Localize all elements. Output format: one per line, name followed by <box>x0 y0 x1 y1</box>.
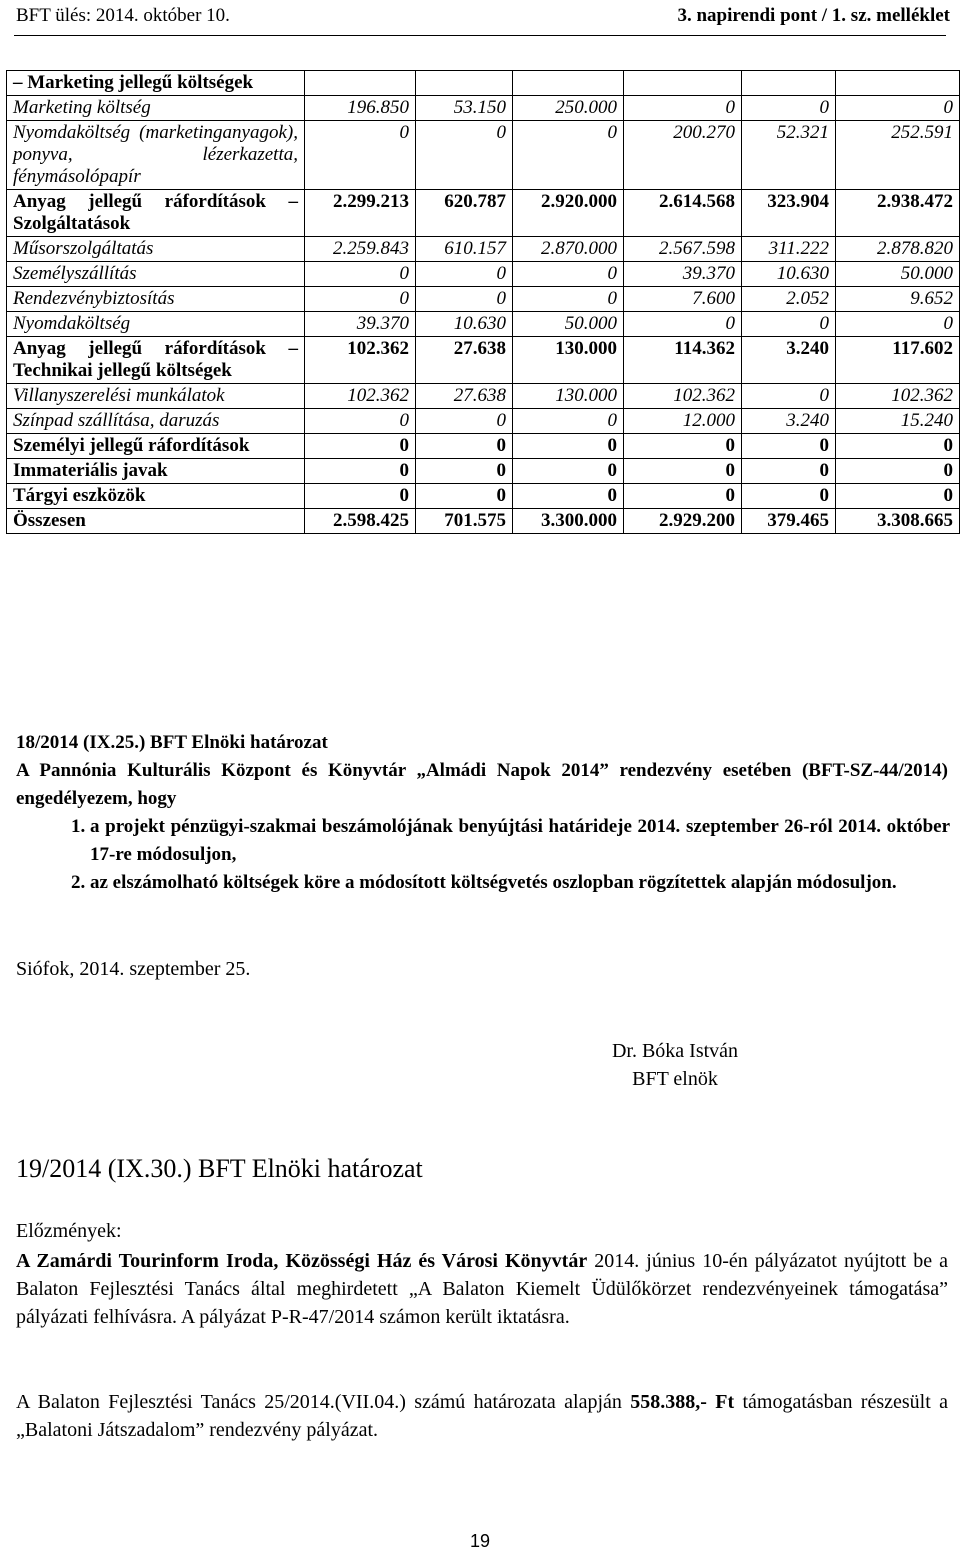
resolution2-paragraph2 <box>16 1388 948 1444</box>
header-left: BFT ülés: 2014. október 10. <box>16 5 230 26</box>
row-value: 52.321 <box>742 121 836 190</box>
row-value: 2.920.000 <box>513 190 624 237</box>
row-value: 2.870.000 <box>513 237 624 262</box>
row-value: 252.591 <box>836 121 960 190</box>
row-value <box>836 71 960 96</box>
row-value: 0 <box>416 459 513 484</box>
resolution1-title: 18/2014 (IX.25.) BFT Elnöki határozat <box>16 732 328 753</box>
signer-title: BFT elnök <box>632 1068 718 1090</box>
row-value: 0 <box>836 312 960 337</box>
row-value: 117.602 <box>836 337 960 384</box>
place-date: Siófok, 2014. szeptember 25. <box>16 958 251 980</box>
budget-table <box>6 70 960 534</box>
row-value: 0 <box>416 409 513 434</box>
paragraph2-start: A Balaton Fejlesztési Tanács 25/2014.(VII.04.) számú határozata alapján <box>16 1391 631 1413</box>
row-value: 39.370 <box>305 312 416 337</box>
row-value: 0 <box>305 409 416 434</box>
row-value: 0 <box>513 287 624 312</box>
page-number: 19 <box>469 1531 491 1551</box>
table-row <box>7 384 960 409</box>
row-value: 2.614.568 <box>624 190 742 237</box>
row-value: 0 <box>305 121 416 190</box>
row-value: 0 <box>305 484 416 509</box>
row-value: 12.000 <box>624 409 742 434</box>
row-value: 0 <box>416 262 513 287</box>
row-value: 0 <box>624 312 742 337</box>
row-value: 50.000 <box>836 262 960 287</box>
row-label: Anyag jellegű ráfordítások – Szolgáltatások <box>7 190 305 237</box>
row-label: Villanyszerelési munkálatok <box>7 384 305 409</box>
resolution1-points <box>16 813 950 897</box>
applicant-name: A Zamárdi Tourinform Iroda, Közösségi Ház és Városi Könyvtár <box>16 1250 588 1272</box>
row-value: 102.362 <box>305 384 416 409</box>
row-value: 0 <box>624 459 742 484</box>
row-value: 7.600 <box>624 287 742 312</box>
row-value: 0 <box>513 434 624 459</box>
table-row <box>7 459 960 484</box>
row-value: 39.370 <box>624 262 742 287</box>
table-row <box>7 312 960 337</box>
row-value: 102.362 <box>624 384 742 409</box>
row-value: 323.904 <box>742 190 836 237</box>
row-value: 610.157 <box>416 237 513 262</box>
row-value: 2.299.213 <box>305 190 416 237</box>
paragraph1-text: 2014. június 10-én pályázatot nyújtott be a Balaton Fejlesztési Tanács által meghirdetett „A Balaton Kiemelt Üdülőkörzet rendezvényeinek támogatása” pályázati felhívásra. A pályázat P-R-47/2014 számon került iktatásra. <box>16 1250 949 1328</box>
row-value: 2.938.472 <box>836 190 960 237</box>
table-row <box>7 96 960 121</box>
row-label: Marketing költség <box>7 96 305 121</box>
table-row <box>7 509 960 534</box>
row-value: 10.630 <box>416 312 513 337</box>
table-row <box>7 237 960 262</box>
row-label: Műsorszolgáltatás <box>7 237 305 262</box>
row-value: 27.638 <box>416 337 513 384</box>
row-value: 130.000 <box>513 337 624 384</box>
row-value <box>305 71 416 96</box>
row-value: 311.222 <box>742 237 836 262</box>
resolution-point: 2. az elszámolható költségek köre a módosított költségvetés oszlopban rögzítettek alapján módosuljon. <box>90 869 950 897</box>
table-row <box>7 409 960 434</box>
table-row <box>7 190 960 237</box>
row-value: 0 <box>742 96 836 121</box>
row-value: 0 <box>513 262 624 287</box>
row-label: Színpad szállítása, daruzás <box>7 409 305 434</box>
row-value: 2.052 <box>742 287 836 312</box>
row-value: 0 <box>416 484 513 509</box>
row-value: 0 <box>836 434 960 459</box>
grant-amount: 558.388,- Ft <box>630 1391 735 1413</box>
row-value <box>513 71 624 96</box>
row-value: 2.259.843 <box>305 237 416 262</box>
row-value: 0 <box>624 484 742 509</box>
row-value: 102.362 <box>305 337 416 384</box>
row-value: 0 <box>742 484 836 509</box>
row-value: 0 <box>416 434 513 459</box>
row-value: 50.000 <box>513 312 624 337</box>
table-row <box>7 434 960 459</box>
row-value: 10.630 <box>742 262 836 287</box>
row-value: 3.308.665 <box>836 509 960 534</box>
row-value: 0 <box>416 121 513 190</box>
table-row <box>7 71 960 96</box>
resolution2-title: 19/2014 (IX.30.) BFT Elnöki határozat <box>16 1154 423 1183</box>
row-value: 0 <box>305 262 416 287</box>
row-value: 0 <box>742 459 836 484</box>
row-label: Nyomdaköltség <box>7 312 305 337</box>
row-value <box>742 71 836 96</box>
row-value: 53.150 <box>416 96 513 121</box>
row-value: 0 <box>513 409 624 434</box>
row-value: 0 <box>305 459 416 484</box>
row-value: 0 <box>742 384 836 409</box>
row-value: 3.300.000 <box>513 509 624 534</box>
resolution-point: 1. a projekt pénzügyi-szakmai beszámolójának benyújtási határideje 2014. szeptember 26-ról 2014. október 17-re módosuljon, <box>90 813 950 869</box>
row-value: 3.240 <box>742 409 836 434</box>
row-value: 15.240 <box>836 409 960 434</box>
row-value: 200.270 <box>624 121 742 190</box>
row-value <box>624 71 742 96</box>
paragraph2-end: támogatásban részesült a „Balatoni Játszadalom” rendezvény pályázat. <box>16 1391 949 1441</box>
row-value: 102.362 <box>836 384 960 409</box>
row-value: 130.000 <box>513 384 624 409</box>
row-value: 0 <box>836 96 960 121</box>
row-value: 2.598.425 <box>305 509 416 534</box>
row-value: 2.878.820 <box>836 237 960 262</box>
row-value: 27.638 <box>416 384 513 409</box>
row-value: 620.787 <box>416 190 513 237</box>
table-row <box>7 121 960 190</box>
table-row <box>7 484 960 509</box>
row-label: Immateriális javak <box>7 459 305 484</box>
row-value: 3.240 <box>742 337 836 384</box>
row-value: 2.929.200 <box>624 509 742 534</box>
table-row <box>7 287 960 312</box>
row-value: 196.850 <box>305 96 416 121</box>
row-value: 0 <box>624 96 742 121</box>
row-value: 2.567.598 <box>624 237 742 262</box>
row-label: Tárgyi eszközök <box>7 484 305 509</box>
row-value: 0 <box>513 121 624 190</box>
header-right: 3. napirendi pont / 1. sz. melléklet <box>677 5 950 26</box>
row-value: 0 <box>624 434 742 459</box>
table-row <box>7 262 960 287</box>
row-label: Nyomdaköltség (marketinganyagok), ponyva, lézerkazetta, fénymásolópapír <box>7 121 305 190</box>
table-row <box>7 337 960 384</box>
row-label: – Marketing jellegű költségek <box>7 71 305 96</box>
row-value: 0 <box>513 459 624 484</box>
row-label: Összesen <box>7 509 305 534</box>
header-divider <box>14 35 946 36</box>
row-value: 0 <box>836 484 960 509</box>
signer-name: Dr. Bóka István <box>611 1040 739 1062</box>
row-value: 0 <box>513 484 624 509</box>
row-value: 9.652 <box>836 287 960 312</box>
row-value: 0 <box>416 287 513 312</box>
row-label: Rendezvénybiztosítás <box>7 287 305 312</box>
row-value: 250.000 <box>513 96 624 121</box>
row-value <box>416 71 513 96</box>
resolution2-paragraph1 <box>16 1247 948 1331</box>
row-value: 701.575 <box>416 509 513 534</box>
row-value: 0 <box>742 312 836 337</box>
row-value: 114.362 <box>624 337 742 384</box>
row-value: 0 <box>305 287 416 312</box>
resolution1-intro: A Pannónia Kulturális Központ és Könyvtár „Almádi Napok 2014” rendezvény esetében (BFT-SZ-44/2014) engedélyezem, hogy <box>16 760 948 809</box>
row-value: 0 <box>836 459 960 484</box>
row-label: Személyi jellegű ráfordítások <box>7 434 305 459</box>
row-label: Személyszállítás <box>7 262 305 287</box>
row-value: 0 <box>742 434 836 459</box>
row-label: Anyag jellegű ráfordítások – Technikai jellegű költségek <box>7 337 305 384</box>
row-value: 0 <box>305 434 416 459</box>
row-value: 379.465 <box>742 509 836 534</box>
antecedents-label: Előzmények: <box>16 1220 122 1242</box>
